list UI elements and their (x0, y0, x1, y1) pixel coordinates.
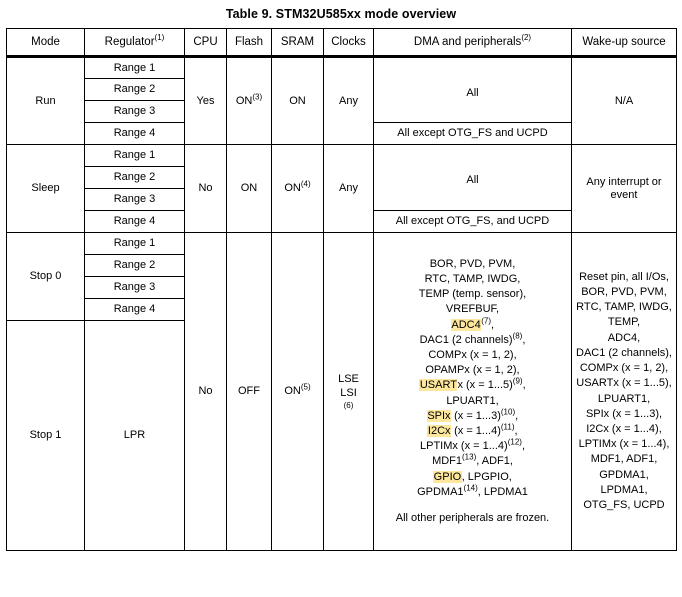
regulator-range-4 (85, 211, 185, 233)
range-label: Range 4 (113, 303, 156, 316)
mode-cell-stop1 (7, 321, 85, 551)
regulator-range-1 (85, 145, 185, 167)
column-header-cpu (185, 29, 227, 57)
cpu-value: No (198, 182, 213, 195)
sram-value: ON (289, 94, 306, 107)
range-label: Range 2 (113, 259, 156, 272)
peripheral-item (374, 363, 571, 378)
dma-cell-run-all (374, 57, 572, 123)
clock-lsi-label: LSI (340, 387, 357, 399)
peripheral-item (374, 409, 571, 424)
wakeup-source-item: Reset pin, all I/Os, (579, 270, 669, 283)
peripheral-text: LPUART1, (446, 394, 499, 407)
peripheral-text: TEMP (temp. sensor), (418, 288, 527, 301)
clocks-value: Any (339, 94, 358, 107)
peripheral-item (374, 348, 571, 363)
peripheral-text: , (522, 333, 526, 346)
wakeup-value: N/A (614, 94, 634, 107)
flash-cell-sleep (227, 145, 272, 233)
peripheral-text: COMPx (x = 1, 2), (428, 348, 517, 361)
regulator-range-4 (85, 123, 185, 145)
peripheral-text: , LPDMA1 (477, 485, 528, 498)
flash-value: ON (235, 94, 253, 107)
peripheral-text: , (514, 425, 518, 437)
mode-cell-sleep (7, 145, 85, 233)
wakeup-source-item: I2Cx (x = 1...4), (586, 422, 662, 435)
peripheral-item (374, 272, 571, 287)
footnote-ref: (12) (507, 437, 522, 447)
regulator-range-3 (85, 277, 185, 299)
dma-cell-sleep-except (374, 211, 572, 233)
footnote-ref: (13) (462, 452, 477, 462)
mode-label: Stop 1 (29, 429, 62, 442)
peripheral-text: BOR, PVD, PVM, (429, 257, 516, 270)
highlighted-peripheral: SPIx (427, 409, 451, 422)
column-header-flash (227, 29, 272, 57)
peripheral-text: RTC, TAMP, IWDG, (424, 272, 521, 285)
dma-cell-run-except (374, 123, 572, 145)
range-label: Range 4 (113, 215, 156, 228)
mode-cell-run (7, 57, 85, 145)
clocks-value: Any (339, 182, 358, 195)
wakeup-cell-run (572, 57, 677, 145)
range-label: Range 3 (113, 105, 156, 118)
header-label: SRAM (280, 35, 315, 48)
footnote-ref: (14) (463, 483, 478, 493)
footnote-ref: (5) (300, 382, 311, 392)
table-row (7, 145, 677, 167)
regulator-range-1 (85, 57, 185, 79)
sram-cell-sleep (272, 145, 324, 233)
peripheral-item (374, 302, 571, 317)
wakeup-source-item: USARTx (x = 1...5), (576, 377, 672, 390)
column-header-dma-peripherals (374, 29, 572, 57)
peripheral-item (374, 485, 571, 500)
peripheral-text: x (x = 1...5) (457, 379, 513, 392)
regulator-range-4 (85, 299, 185, 321)
footnote-ref: (9) (512, 376, 523, 386)
regulator-value: LPR (123, 429, 146, 442)
column-header-wakeup-source (572, 29, 677, 57)
dma-value: All (466, 86, 479, 99)
flash-value: OFF (238, 385, 260, 398)
mode-overview-table (6, 28, 677, 551)
peripheral-item (374, 454, 571, 469)
peripheral-text: MDF1 (432, 455, 463, 468)
wakeup-source-item: LPUART1, (597, 392, 651, 405)
peripherals-frozen-note: All other peripherals are frozen. (395, 512, 550, 525)
wakeup-source-item: TEMP, (607, 316, 641, 329)
footnote-ref: (7) (481, 315, 492, 325)
peripheral-text: , (522, 379, 526, 392)
footnote-ref: (6) (343, 401, 354, 410)
range-label: Range 3 (113, 193, 156, 206)
footnote-ref: (11) (500, 422, 515, 432)
regulator-range-2 (85, 255, 185, 277)
wakeup-cell-sleep (572, 145, 677, 233)
table-container (0, 28, 682, 551)
sram-value: ON (284, 385, 301, 398)
regulator-cell-stop1 (85, 321, 185, 551)
table-header (7, 29, 677, 57)
mode-label: Run (35, 94, 56, 107)
list-spacer (374, 500, 571, 511)
wakeup-value: Any interrupt or event (586, 176, 662, 201)
peripheral-text: , (491, 318, 495, 331)
header-label: Clocks (331, 35, 366, 48)
peripheral-text: , LPGPIO, (461, 470, 512, 483)
mode-cell-stop0 (7, 233, 85, 321)
column-header-mode (7, 29, 85, 57)
range-label: Range 1 (113, 237, 156, 250)
peripheral-text: , (515, 409, 519, 422)
dma-cell-stop (374, 233, 572, 551)
peripheral-text: VREFBUF, (445, 303, 500, 316)
peripheral-text: OPAMPx (x = 1, 2), (425, 364, 520, 377)
range-label: Range 2 (113, 171, 156, 184)
dma-value: All (466, 174, 479, 187)
sram-cell-run (272, 57, 324, 145)
header-label: DMA and peripherals (413, 35, 522, 48)
dma-cell-sleep-all (374, 145, 572, 211)
table-row (7, 233, 677, 255)
peripheral-item (374, 394, 571, 409)
header-label: Regulator (104, 35, 155, 48)
cpu-cell-sleep (185, 145, 227, 233)
header-label: Wake-up source (582, 35, 666, 48)
sram-cell-stop (272, 233, 324, 551)
regulator-range-2 (85, 167, 185, 189)
wakeup-source-list (572, 270, 676, 513)
column-header-regulator (85, 29, 185, 57)
wakeup-source-item: BOR, PVD, PVM, (581, 286, 667, 299)
regulator-range-1 (85, 233, 185, 255)
mode-label: Stop 0 (29, 270, 62, 283)
clocks-cell-sleep (324, 145, 374, 233)
flash-value: ON (240, 182, 258, 195)
table-body (7, 57, 677, 551)
wakeup-source-item: GPDMA1, (599, 468, 649, 481)
highlighted-peripheral: ADC4 (451, 318, 481, 331)
peripheral-item (374, 257, 571, 272)
clock-lse-label: LSE (338, 373, 359, 385)
range-label: Range 2 (113, 83, 156, 96)
flash-cell-run (227, 57, 272, 145)
mode-label: Sleep (31, 182, 60, 195)
clocks-cell-stop (324, 233, 374, 551)
wakeup-source-item: MDF1, ADF1, (590, 453, 658, 466)
footnote-ref: (4) (300, 179, 311, 189)
header-label: Flash (234, 35, 264, 48)
dma-value: All except OTG_FS and UCPD (397, 127, 548, 140)
range-label: Range 4 (113, 127, 156, 140)
flash-cell-stop (227, 233, 272, 551)
header-row (7, 29, 677, 57)
peripheral-item (374, 287, 571, 302)
highlighted-peripheral: USART (419, 379, 457, 392)
footnote-ref: (8) (512, 331, 523, 341)
header-label: Mode (31, 35, 60, 48)
peripheral-list (374, 257, 571, 500)
wakeup-cell-stop (572, 233, 677, 551)
clocks-cell-run (324, 57, 374, 145)
column-header-sram (272, 29, 324, 57)
wakeup-source-item: COMPx (x = 1, 2), (579, 362, 669, 375)
peripheral-text: (x = 1...4) (451, 425, 501, 437)
column-header-clocks (324, 29, 374, 57)
sram-value: ON (284, 182, 301, 195)
peripheral-item (374, 333, 571, 348)
peripheral-item (374, 424, 571, 439)
range-label: Range 3 (113, 281, 156, 294)
wakeup-source-item: SPIx (x = 1...3), (585, 407, 663, 420)
highlighted-peripheral: I2Cx (427, 425, 451, 437)
wakeup-source-item: LPTIMx (x = 1...4), (578, 438, 670, 451)
range-label: Range 1 (113, 61, 156, 74)
wakeup-source-item: RTC, TAMP, IWDG, (576, 301, 672, 314)
peripheral-item (374, 378, 571, 393)
table-caption: Table 9. STM32U585xx mode overview (225, 7, 457, 21)
peripheral-text: DAC1 (2 channels) (419, 333, 513, 346)
wakeup-source-item: DAC1 (2 channels), (576, 346, 672, 359)
highlighted-peripheral: GPIO (433, 470, 462, 483)
wakeup-source-item: ADC4, (607, 331, 641, 344)
regulator-range-3 (85, 101, 185, 123)
footnote-ref: (1) (154, 32, 165, 42)
peripheral-text: (x = 1...3) (451, 409, 501, 422)
dma-value: All except OTG_FS, and UCPD (395, 215, 550, 228)
footnote-ref: (3) (252, 92, 263, 102)
peripheral-text: , ADF1, (476, 455, 513, 468)
footnote-ref: (10) (500, 407, 516, 417)
peripheral-text: LPTIMx (x = 1...4) (419, 440, 508, 453)
wakeup-source-item: OTG_FS, UCPD (583, 498, 665, 511)
peripheral-text: GPDMA1 (417, 485, 464, 498)
cpu-cell-stop (185, 233, 227, 551)
footnote-ref: (2) (521, 32, 532, 42)
regulator-range-3 (85, 189, 185, 211)
header-label: CPU (193, 35, 218, 48)
cpu-cell-run (185, 57, 227, 145)
regulator-range-2 (85, 79, 185, 101)
peripheral-text: , (521, 440, 525, 453)
cpu-value: Yes (196, 94, 215, 107)
wakeup-source-item: LPDMA1, (600, 483, 648, 496)
peripheral-item (374, 315, 571, 333)
table-row (7, 57, 677, 79)
range-label: Range 1 (113, 149, 156, 162)
cpu-value: No (198, 385, 213, 398)
